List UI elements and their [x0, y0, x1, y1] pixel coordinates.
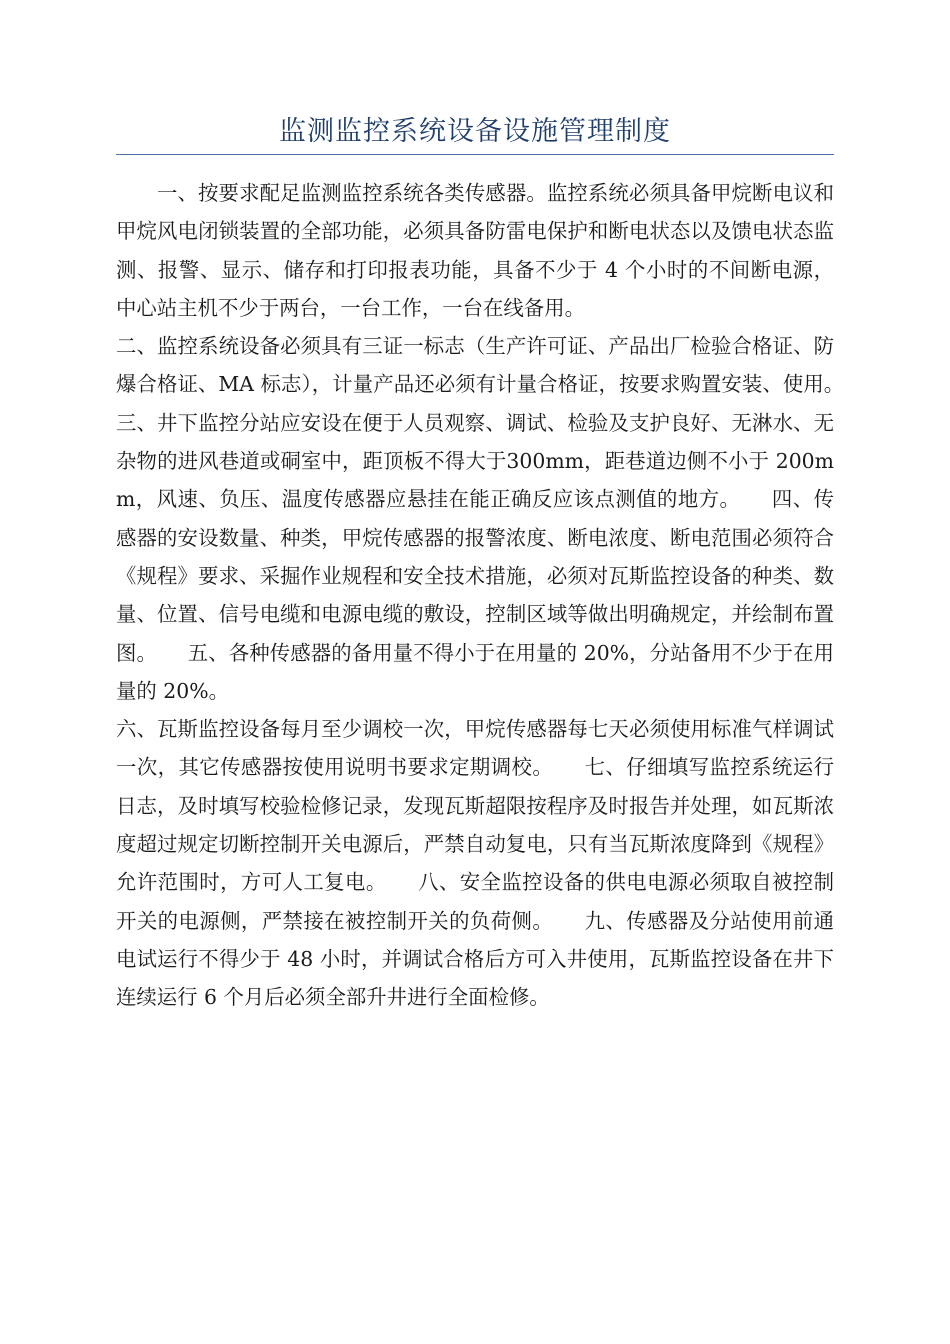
document-body	[116, 174, 875, 1017]
title-divider	[116, 154, 834, 155]
page-title: 监测监控系统设备设施管理制度	[279, 116, 671, 147]
paragraph-2: 二、监控系统设备必须具有三证一标志（生产许可证、产品出厂检验合格证、防爆合格证、MA 标志），计量产品还必须有计量合格证，按要求购置安装、使用。 三、井下监控分站应安设在便于人员观察、调试、检验及支护良好、无淋水、无杂物的进风巷道或硐室中，距顶板不得大于300mm，距巷道边侧不小于 200mm，风速、负压、温度传感器应悬挂在能正确反应该点测值的地方。 四、传感器的安设数量、种类，甲烷传感器的报警浓度、断电浓度、断电范围必须符合《规程》要求、采掘作业规程和安全技术措施，必须对瓦斯监控设备的种类、数量、位置、信号电缆和电源电缆的敷设，控制区域等做出明确规定，并绘制布置图。 五、各种传感器的备用量不得小于在用量的 20%，分站备用不少于在用量的 20%。	[116, 334, 875, 703]
paragraph-1: 一、按要求配足监测监控系统各类传感器。监控系统必须具备甲烷断电议和甲烷风电闭锁装置的全部功能，必须具备防雷电保护和断电状态以及馈电状态监测、报警、显示、储存和打印报表功能，具备不少于 4 个小时的不间断电源，中心站主机不少于两台，一台工作，一台在线备用。	[116, 181, 834, 320]
paragraph-3: 六、瓦斯监控设备每月至少调校一次，甲烷传感器每七天必须使用标准气样调试一次，其它传感器按使用说明书要求定期调校。 七、仔细填写监控系统运行日志，及时填写校验检修记录，发现瓦斯超限按程序及时报告并处理，如瓦斯浓度超过规定切断控制开关电源后，严禁自动复电，只有当瓦斯浓度降到《规程》允许范围时，方可人工复电。 八、安全监控设备的供电电源必须取自被控制开关的电源侧，严禁接在被控制开关的负荷侧。 九、传感器及分站使用前通电试运行不得少于 48 小时，并调试合格后方可入井使用，瓦斯监控设备在井下连续运行 6 个月后必须全部升井进行全面检修。	[116, 717, 834, 1010]
